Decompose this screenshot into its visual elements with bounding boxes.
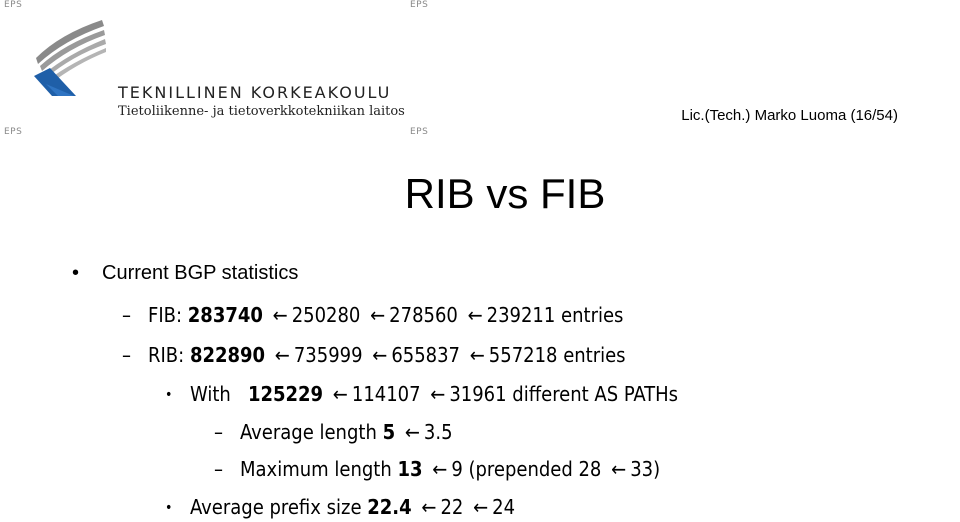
left-arrow-icon: ←: [370, 303, 386, 327]
dash-marker: –: [122, 303, 131, 327]
eps-mark: EPS: [410, 127, 429, 137]
left-arrow-icon: ←: [372, 343, 388, 367]
dash-marker: –: [214, 420, 223, 444]
university-header: [118, 83, 405, 119]
left-arrow-icon: ←: [404, 420, 420, 444]
department-name: Tietoliikenne- ja tietoverkkotekniikan laitos: [118, 104, 405, 119]
bullet-current-bgp: • Current BGP statistics: [72, 262, 299, 284]
left-arrow-icon: ←: [467, 303, 483, 327]
left-arrow-icon: ←: [272, 303, 288, 327]
left-arrow-icon: ←: [332, 382, 348, 406]
left-arrow-icon: ←: [611, 457, 627, 481]
left-arrow-icon: ←: [473, 495, 489, 519]
university-logo: [30, 14, 110, 98]
eps-mark: EPS: [410, 0, 429, 10]
maximum-length-line: – Maximum length 13 ← 9 (prepended 28 ← 33): [214, 457, 661, 481]
average-prefix-line: • Average prefix size 22.4 ← 22 ← 24: [165, 495, 516, 519]
average-length-line: – Average length 5 ← 3.5: [214, 420, 453, 444]
eps-mark: EPS: [4, 0, 23, 10]
bullet-dot: •: [165, 387, 173, 403]
rib-line: – RIB: 822890 ← 735999 ← 655837 ← 557218 entries: [122, 343, 626, 367]
bullet-dot: •: [72, 262, 80, 284]
fib-line: – FIB: 283740 ← 250280 ← 278560 ← 239211 entries: [122, 303, 624, 327]
university-name: TEKNILLINEN KORKEAKOULU: [118, 83, 392, 102]
slide-title: RIB vs FIB: [404, 170, 606, 217]
left-arrow-icon: ←: [469, 343, 485, 367]
left-arrow-icon: ←: [274, 343, 290, 367]
as-paths-line: • With 125229 ← 114107 ← 31961 different AS PATHs: [165, 382, 679, 406]
left-arrow-icon: ←: [432, 457, 448, 481]
author-line: Lic.(Tech.) Marko Luoma (16/54): [681, 107, 898, 124]
dash-marker: –: [122, 343, 131, 367]
left-arrow-icon: ←: [430, 382, 446, 406]
dash-marker: –: [214, 457, 223, 481]
left-arrow-icon: ←: [421, 495, 437, 519]
eps-mark: EPS: [4, 127, 23, 137]
bullet-dot: •: [165, 500, 173, 516]
